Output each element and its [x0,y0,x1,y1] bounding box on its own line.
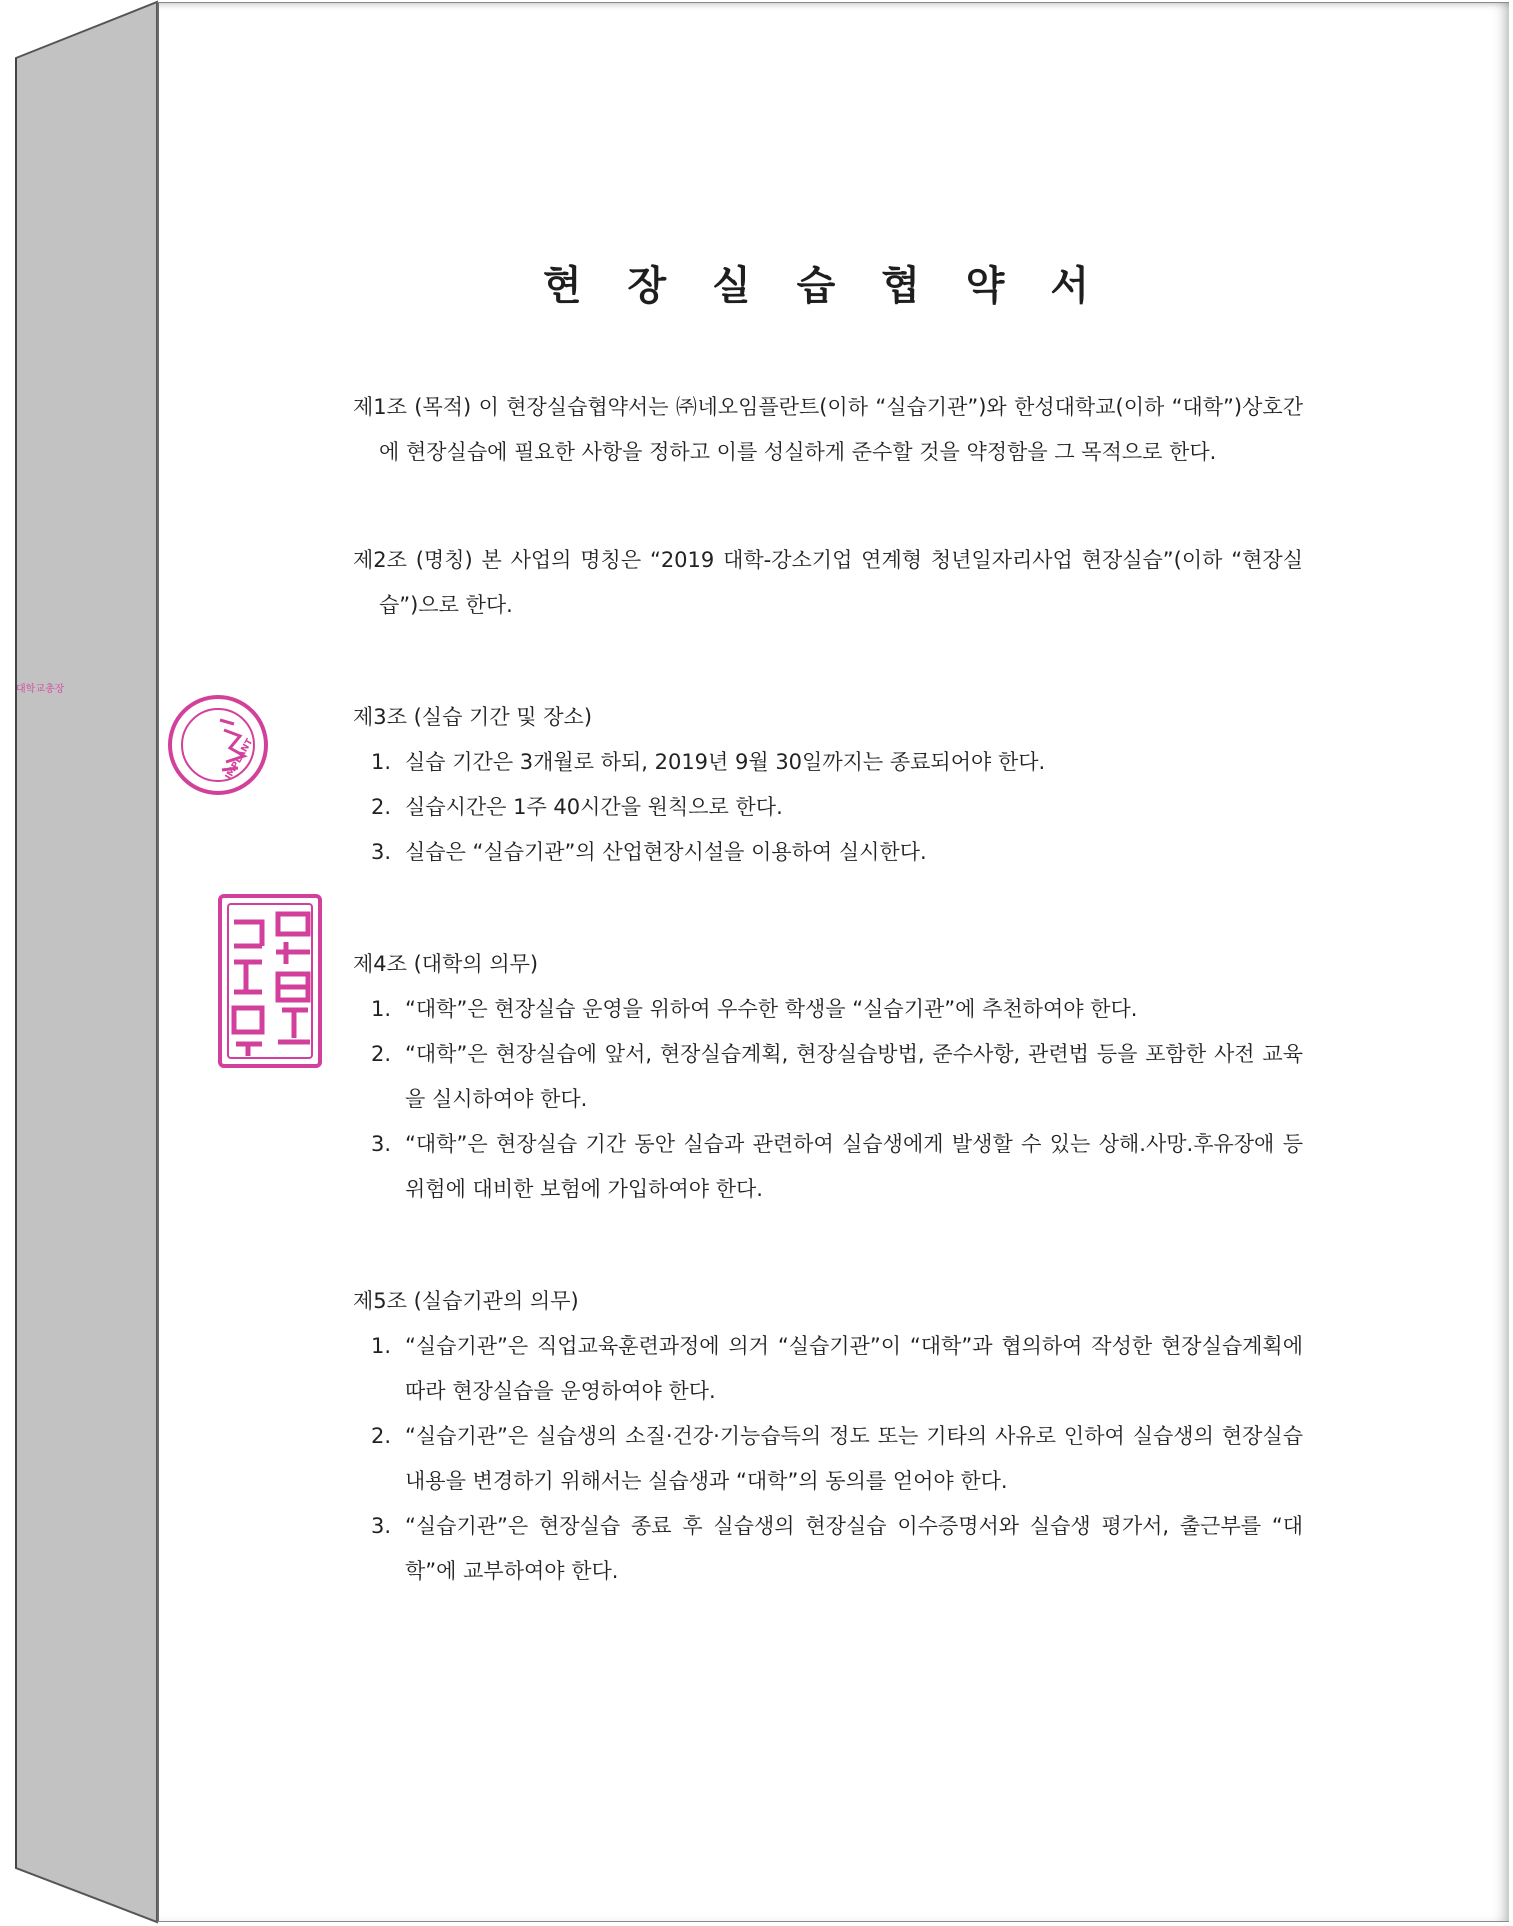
article-3-items [353,740,1303,875]
item-number: 1. [371,997,392,1021]
article-4-items [353,987,1303,1212]
article-4-heading: 제4조 (대학의 의무) [353,952,539,976]
article-4 [353,942,1303,1212]
list-item [353,1032,1303,1122]
article-1-text: 제1조 (목적) 이 현장실습협약서는 ㈜네오임플란트(이하 “실습기관”)와 한성대학교(이하 “대학”)상호간에 현장실습에 필요한 사항을 정하고 이를 성실하게 준수할 것을 약정함을 그 목적으로 한다. [353,395,1303,464]
list-item [353,1504,1303,1594]
item-number: 2. [371,795,392,819]
article-3-heading: 제3조 (실습 기간 및 장소) [353,705,593,729]
list-item [353,1324,1303,1414]
item-text: 실습 기간은 3개월로 하되, 2019년 9월 30일까지는 종료되어야 한다. [405,750,1046,774]
item-text: “대학”은 현장실습 기간 동안 실습과 관련하여 실습생에게 발생할 수 있는 상해.사망.후유장애 등 위험에 대비한 보험에 가입하여야 한다. [405,1132,1303,1201]
list-item [353,740,1303,785]
spacer [353,875,1303,942]
item-text: “대학”은 현장실습 운영을 위하여 우수한 학생을 “실습기관”에 추천하여야 한다. [405,997,1138,1021]
item-number: 3. [371,840,392,864]
item-number: 3. [371,1132,392,1156]
list-item [353,1122,1303,1212]
item-text: 실습시간은 1주 40시간을 원칙으로 한다. [405,795,783,819]
item-text: “실습기관”은 직업교육훈련과정에 의거 “실습기관”이 “대학”과 협의하여 작성한 현장실습계획에 따라 현장실습을 운영하여야 한다. [405,1334,1303,1403]
article-3 [353,695,1303,875]
item-number: 2. [371,1042,392,1066]
article-5 [353,1279,1303,1594]
spacer [353,475,1303,538]
spacer [353,1212,1303,1279]
article-2 [353,538,1303,628]
item-text: 실습은 “실습기관”의 산업현장시설을 이용하여 실시한다. [405,840,927,864]
article-5-items [353,1324,1303,1594]
item-number: 1. [371,750,392,774]
list-item [353,785,1303,830]
list-item [353,830,1303,875]
article-5-heading: 제5조 (실습기관의 의무) [353,1289,579,1313]
item-text: “대학”은 현장실습에 앞서, 현장실습계획, 현장실습방법, 준수사항, 관련법 등을 포함한 사전 교육을 실시하여야 한다. [405,1042,1303,1111]
document-body [353,385,1303,1594]
document-title: 현 장 실 습 협 약 서 [542,263,1106,309]
square-seal-text: 대학교총장 [16,684,65,695]
article-2-text: 제2조 (명칭) 본 사업의 명칭은 “2019 대학-강소기업 연계형 청년일자리사업 현장실습”(이하 “현장실습”)으로 한다. [353,548,1303,617]
item-number: 2. [371,1424,392,1448]
item-number: 3. [371,1514,392,1538]
round-company-seal [200,690,270,800]
item-text: “실습기관”은 실습생의 소질·건강·기능습득의 정도 또는 기타의 사유로 인하여 실습생의 현장실습내용을 변경하기 위해서는 실습생과 “대학”의 동의를 얻어야 한다. [405,1424,1303,1493]
round-seal-text: IMPLANT [223,737,256,782]
article-1 [353,385,1303,475]
list-item [353,1414,1303,1504]
list-item [353,987,1303,1032]
item-number: 1. [371,1334,392,1358]
spacer [353,628,1303,695]
item-text: “실습기관”은 현장실습 종료 후 실습생의 현장실습 이수증명서와 실습생 평가서, 출근부를 “대학”에 교부하여야 한다. [405,1514,1303,1583]
